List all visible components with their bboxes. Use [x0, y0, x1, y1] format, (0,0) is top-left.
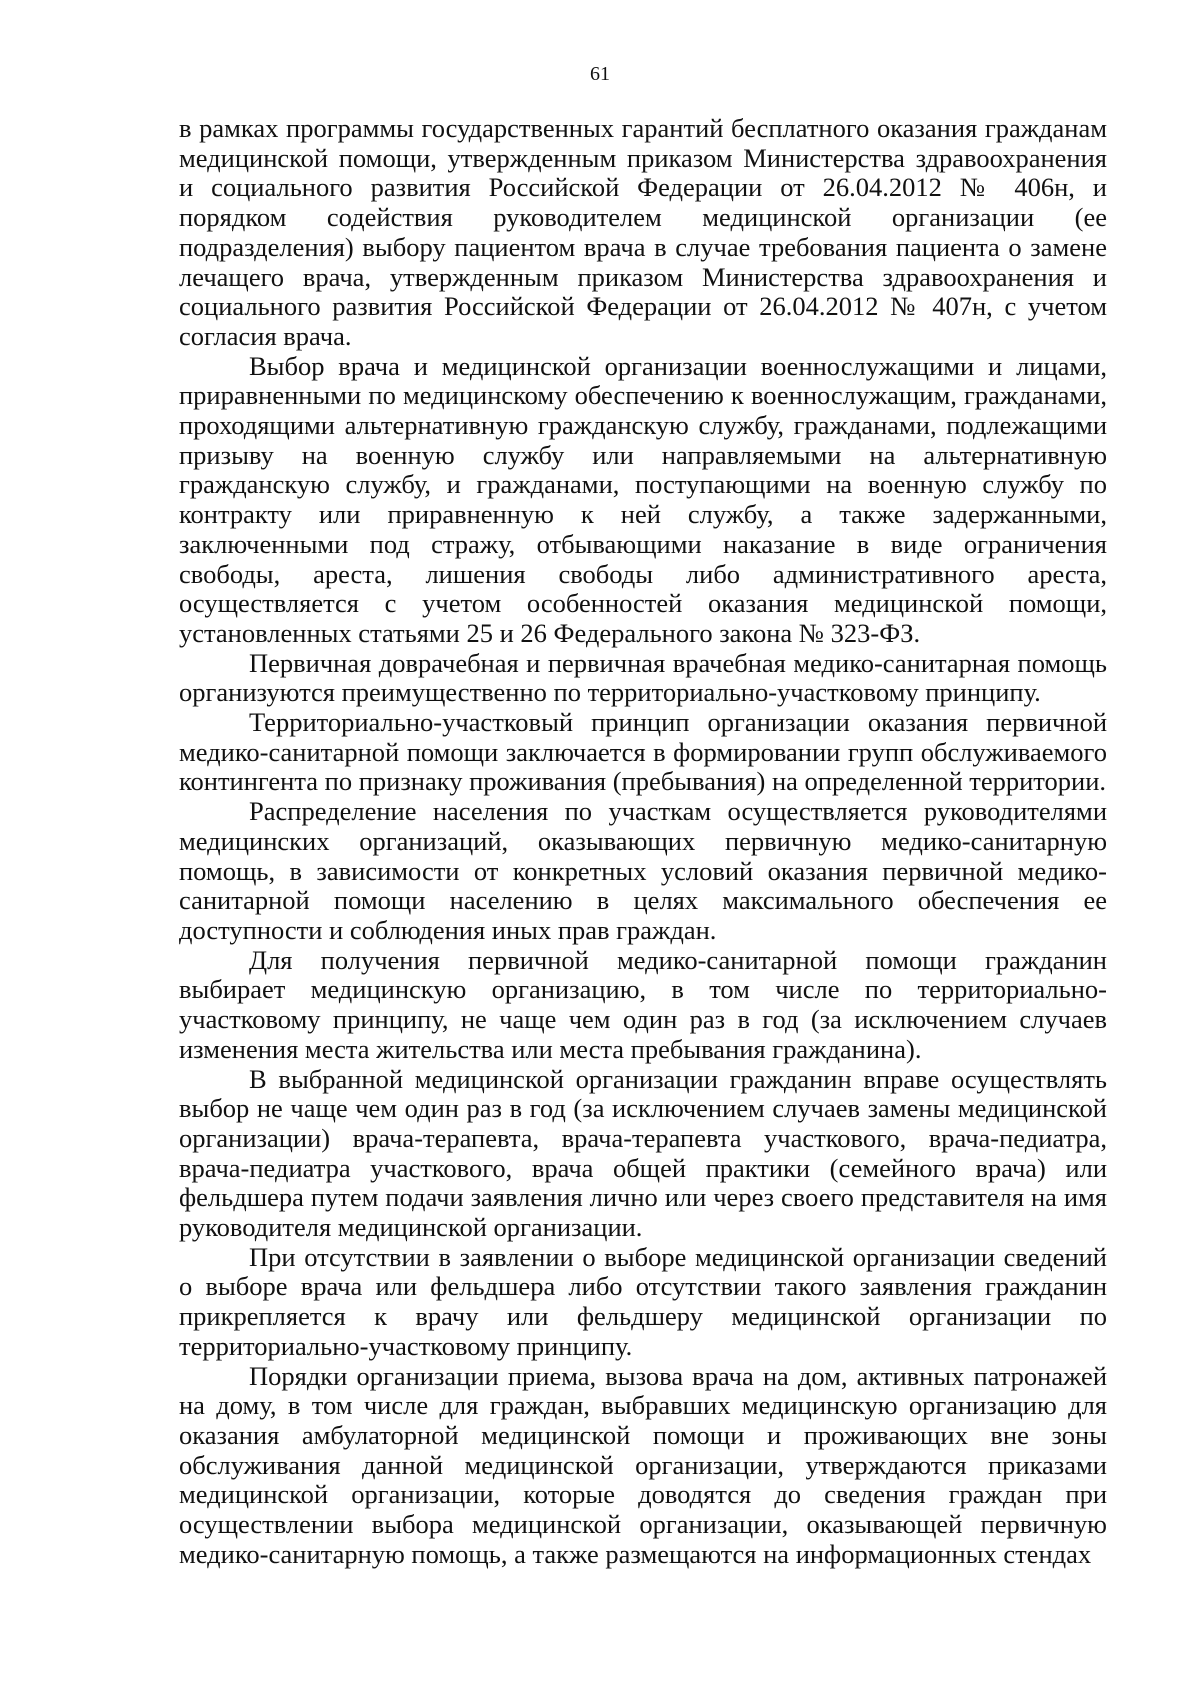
paragraph-organization-choice: Для получения первичной медико-санитарной помощи гражданин выбирает медицинскую организацию, в том числе по территориально-участковому принципу, не чаще чем один раз в год (за исключением случаев изменения места жительства или места пребывания гражданина).: [179, 944, 1107, 1064]
paragraph-reception-procedures: Порядки организации приема, вызова врача на дом, активных патронажей на дому, в том числе для граждан, выбравших медицинскую организацию для оказания амбулаторной медицинской помощи и проживающих вне зоны обслуживания данной медицинской организации, утверждаются приказами медицинской организации, которые доводятся до сведения граждан при осуществлении выбора медицинской организации, оказывающей первичную медико-санитарную помощь, а также размещаются на информационных стендах: [179, 1360, 1107, 1569]
paragraph-doctor-choice: В выбранной медицинской организации гражданин вправе осуществлять выбор не чаще чем один раз в год (за исключением случаев замены медицинской организации) врача-терапевта, врача-терапевта участкового, врача-педиатра, врача-педиатра участкового, врача общей практики (семейного врача) или фельдшера путем подачи заявления лично или через своего представителя на имя руководителя медицинской организации.: [179, 1063, 1107, 1243]
paragraph-continuation: в рамках программы государственных гарантий бесплатного оказания гражданам медицинской помощи, утвержденным приказом Министерства здравоохранения и социального развития Российской Федерации от 26.04.2012 № 406н, и порядком содействия руководителем медицинской организации (ее подразделения) выбору пациентом врача в случае требования пациента о замене лечащего врача, утвержденным приказом Министерства здравоохранения и социального развития Российской Федерации от 26.04.2012 № 407н, с учетом согласия врача.: [179, 113, 1107, 351]
page-number: 61: [590, 63, 610, 85]
paragraph-default-assignment: При отсутствии в заявлении о выборе медицинской организации сведений о выборе врача или фельдшера либо отсутствии такого заявления гражданин прикрепляется к врачу или фельдшеру медицинской организации по территориально-участковому принципу.: [179, 1241, 1107, 1361]
document-body: [179, 114, 1107, 1569]
paragraph-territorial-definition: Территориально-участковый принцип организации оказания первичной медико-санитарной помощи заключается в формировании групп обслуживаемого контингента по признаку проживания (пребывания) на определенной территории.: [179, 707, 1107, 797]
paragraph-population-distribution: Распределение населения по участкам осуществляется руководителями медицинских организаций, оказывающих первичную медико-санитарную помощь, в зависимости от конкретных условий оказания первичной медико-санитарной помощи населению в целях максимального обеспечения ее доступности и соблюдения иных прав граждан.: [179, 796, 1107, 945]
paragraph-military-choice: Выбор врача и медицинской организации военнослужащими и лицами, приравненными по медицинскому обеспечению к военнослужащим, гражданами, проходящими альтернативную гражданскую службу, гражданами, подлежащими призыву на военную службу или направляемыми на альтернативную гражданскую службу, и гражданами, поступающими на военную службу по контракту или приравненную к ней службу, а также задержанными, заключенными под стражу, отбывающими наказание в виде ограничения свободы, ареста, лишения свободы либо административного ареста, осуществляется с учетом особенностей оказания медицинской помощи, установленных статьями 25 и 26 Федерального закона № 323-ФЗ.: [179, 350, 1107, 648]
paragraph-territorial-principle: Первичная доврачебная и первичная врачебная медико-санитарная помощь организуются преимущественно по территориально-участковому принципу.: [179, 647, 1107, 708]
